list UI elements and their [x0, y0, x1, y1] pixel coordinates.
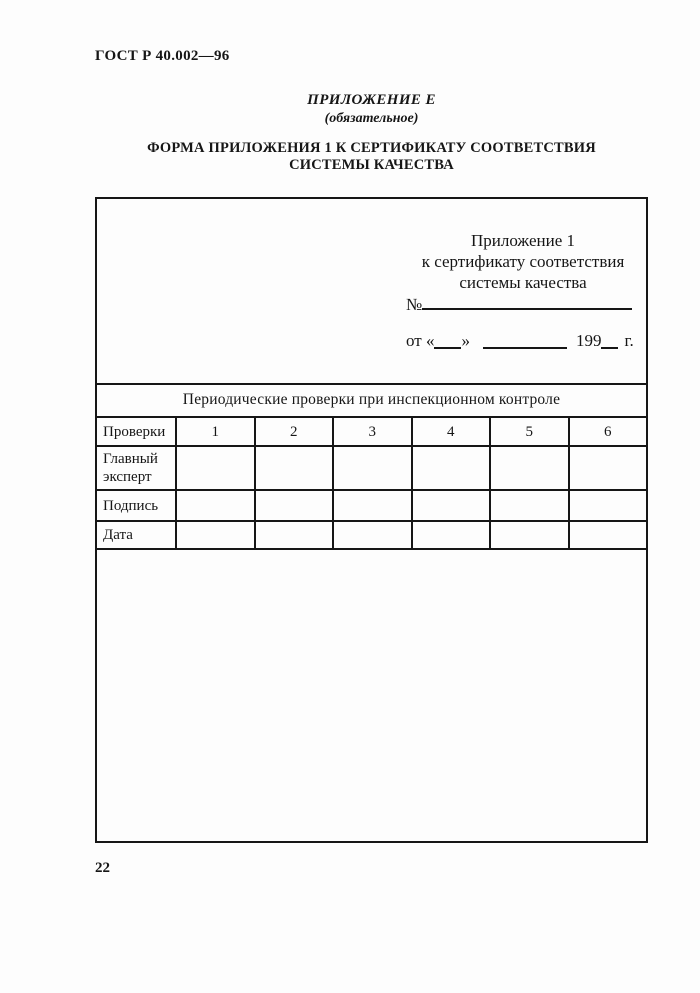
- empty-cell: [333, 521, 412, 549]
- empty-cell: [569, 521, 648, 549]
- empty-cell: [490, 490, 569, 521]
- empty-cell: [412, 490, 491, 521]
- empty-cell: [569, 490, 648, 521]
- check-number-cell: 2: [255, 417, 334, 446]
- ref-line-quality-system: системы качества: [459, 273, 587, 292]
- date-label-cell: Дата: [96, 521, 176, 549]
- empty-cell: [333, 446, 412, 490]
- number-blank-line: [422, 308, 632, 310]
- chief-expert-label-cell: Главный эксперт: [96, 446, 176, 490]
- signature-label-cell: Подпись: [96, 490, 176, 521]
- empty-cell: [176, 521, 255, 549]
- empty-cell: [333, 490, 412, 521]
- certificate-date-row: [406, 330, 640, 351]
- date-year: 199: [575, 331, 602, 350]
- empty-cell: [490, 446, 569, 490]
- empty-cell: [412, 521, 491, 549]
- date-month-blank: [483, 347, 567, 349]
- ref-line-appendix: Приложение 1: [471, 231, 575, 250]
- empty-cell: [255, 521, 334, 549]
- form-box: [95, 197, 648, 843]
- date-day-blank: [434, 347, 461, 349]
- signature-row: [96, 490, 647, 521]
- checks-label-cell: Проверки: [96, 417, 176, 446]
- number-sign: №: [406, 295, 423, 314]
- appendix-heading: ПРИЛОЖЕНИЕ Е: [307, 92, 436, 108]
- table-caption-row: [96, 384, 647, 417]
- table-header-row: [96, 417, 647, 446]
- date-prefix: от «: [406, 331, 435, 350]
- inspection-table: [95, 383, 648, 550]
- empty-cell: [255, 490, 334, 521]
- check-number-cell: 5: [490, 417, 569, 446]
- appendix-note: (обязательное): [324, 111, 419, 126]
- check-number-cell: 3: [333, 417, 412, 446]
- date-quote-close: »: [461, 331, 470, 350]
- empty-cell: [255, 446, 334, 490]
- doc-code: ГОСТ Р 40.002—96: [95, 48, 230, 64]
- check-number-cell: 6: [569, 417, 648, 446]
- empty-cell: [490, 521, 569, 549]
- form-title: ФОРМА ПРИЛОЖЕНИЯ 1 К СЕРТИФИКАТУ СООТВЕТСТВИЯ СИСТЕМЫ КАЧЕСТВА: [147, 140, 596, 173]
- ref-line-certificate: к сертификату соответствия: [421, 252, 625, 271]
- date-row: [96, 521, 647, 549]
- empty-cell: [176, 446, 255, 490]
- date-year-blank: [601, 347, 618, 349]
- date-suffix: г.: [624, 331, 634, 350]
- empty-cell: [412, 446, 491, 490]
- table-caption: Периодические проверки при инспекционном контроле: [96, 384, 647, 417]
- check-number-cell: 4: [412, 417, 491, 446]
- page-number: 22: [95, 860, 110, 876]
- certificate-ref-block: [406, 230, 640, 351]
- certificate-number-row: [406, 294, 640, 315]
- empty-cell: [569, 446, 648, 490]
- chief-expert-row: [96, 446, 647, 490]
- check-number-cell: 1: [176, 417, 255, 446]
- empty-cell: [176, 490, 255, 521]
